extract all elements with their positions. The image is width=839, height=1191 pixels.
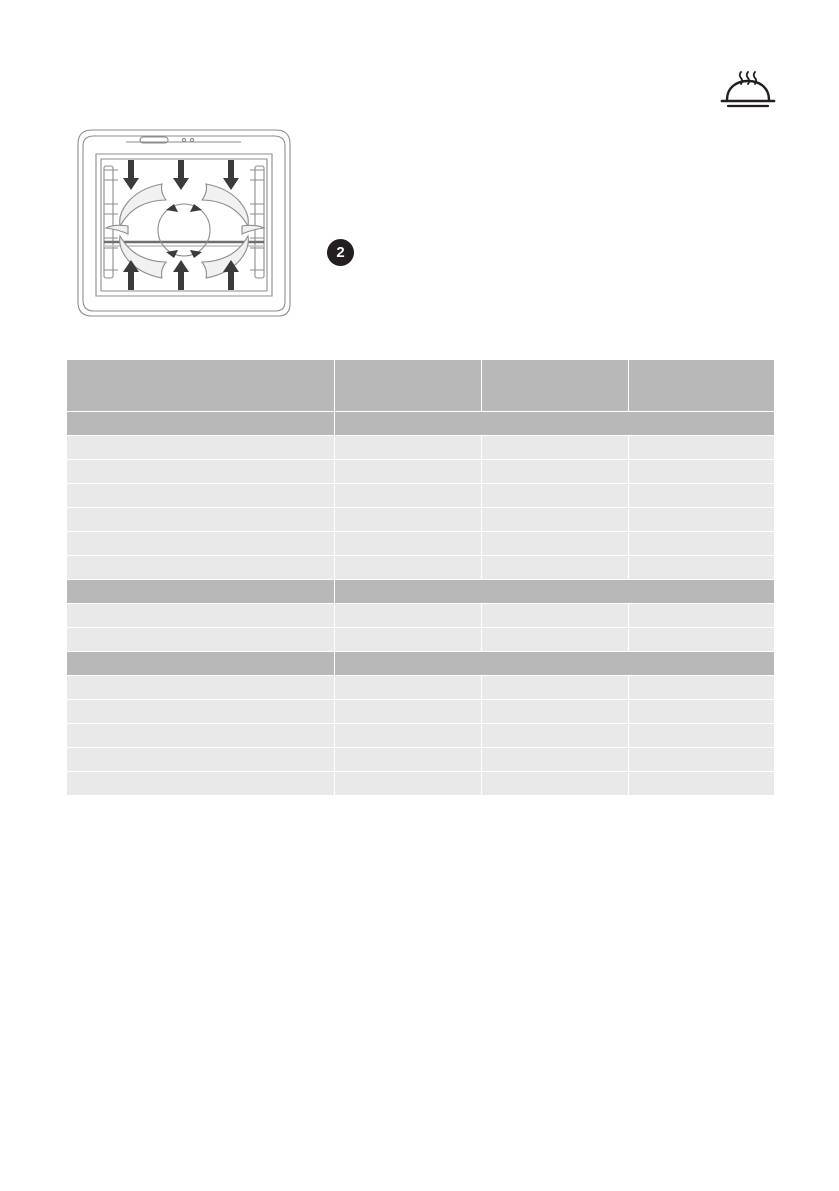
cooking-table-grid [66,359,775,796]
table-cell-name [67,700,335,724]
table-cell-value-2 [482,700,629,724]
table-row [67,508,775,532]
table-cell-name [67,748,335,772]
table-cell-value-2 [482,436,629,460]
table-cell-value-1 [335,724,482,748]
table-section-spacer [335,580,775,604]
table-cell-value-3 [629,484,775,508]
table-row [67,748,775,772]
table-cell-value-3 [629,556,775,580]
table-cell-name [67,484,335,508]
table-cell-value-3 [629,676,775,700]
table-cell-value-1 [335,508,482,532]
table-cell-value-2 [482,460,629,484]
table-row [67,700,775,724]
table-header-cell-3 [482,360,629,412]
table-cell-name [67,460,335,484]
table-section-label [67,412,335,436]
table-cell-name [67,532,335,556]
table-cell-value-3 [629,604,775,628]
table-cell-value-2 [482,484,629,508]
table-cell-name [67,604,335,628]
table-section-label [67,652,335,676]
table-cell-value-2 [482,628,629,652]
table-cell-name [67,556,335,580]
table-cell-name [67,628,335,652]
table-cell-name [67,508,335,532]
table-cell-value-1 [335,628,482,652]
table-row [67,724,775,748]
table-cell-value-2 [482,508,629,532]
table-header-row [67,360,775,412]
table-section-spacer [335,652,775,676]
table-header-cell-4 [629,360,775,412]
table-cell-value-1 [335,532,482,556]
table-section-spacer [335,412,775,436]
table-cell-value-3 [629,532,775,556]
table-header-cell-1 [67,360,335,412]
table-cell-value-1 [335,604,482,628]
table-header-cell-2 [335,360,482,412]
table-cell-value-2 [482,724,629,748]
table-cell-value-3 [629,772,775,796]
table-cell-value-2 [482,604,629,628]
table-cell-value-1 [335,772,482,796]
table-row [67,532,775,556]
oven-true-fan-airflow-diagram [66,118,334,330]
table-cell-name [67,676,335,700]
table-section-row [67,652,775,676]
table-cell-value-1 [335,748,482,772]
table-cell-value-3 [629,700,775,724]
hot-air-grilling-icon [719,70,777,114]
table-row [67,604,775,628]
table-row [67,484,775,508]
table-row [67,676,775,700]
table-section-row [67,412,775,436]
table-cell-value-1 [335,676,482,700]
table-cell-value-2 [482,532,629,556]
table-row [67,460,775,484]
table-cell-value-3 [629,460,775,484]
table-cell-value-1 [335,556,482,580]
table-cell-value-3 [629,628,775,652]
table-cell-value-3 [629,436,775,460]
table-cell-name [67,436,335,460]
table-cell-value-2 [482,556,629,580]
table-row [67,628,775,652]
cooking-table [66,359,774,796]
table-section-row [67,580,775,604]
table-cell-value-1 [335,460,482,484]
table-cell-value-3 [629,508,775,532]
table-cell-value-2 [482,676,629,700]
table-cell-value-1 [335,700,482,724]
table-cell-value-2 [482,772,629,796]
table-cell-name [67,724,335,748]
table-row [67,772,775,796]
table-cell-value-1 [335,484,482,508]
table-cell-value-1 [335,436,482,460]
table-cell-value-3 [629,748,775,772]
table-cell-value-2 [482,748,629,772]
table-cell-name [67,772,335,796]
callout-badge-2: 2 [327,239,354,266]
table-row [67,436,775,460]
table-row [67,556,775,580]
table-cell-value-3 [629,724,775,748]
table-section-label [67,580,335,604]
